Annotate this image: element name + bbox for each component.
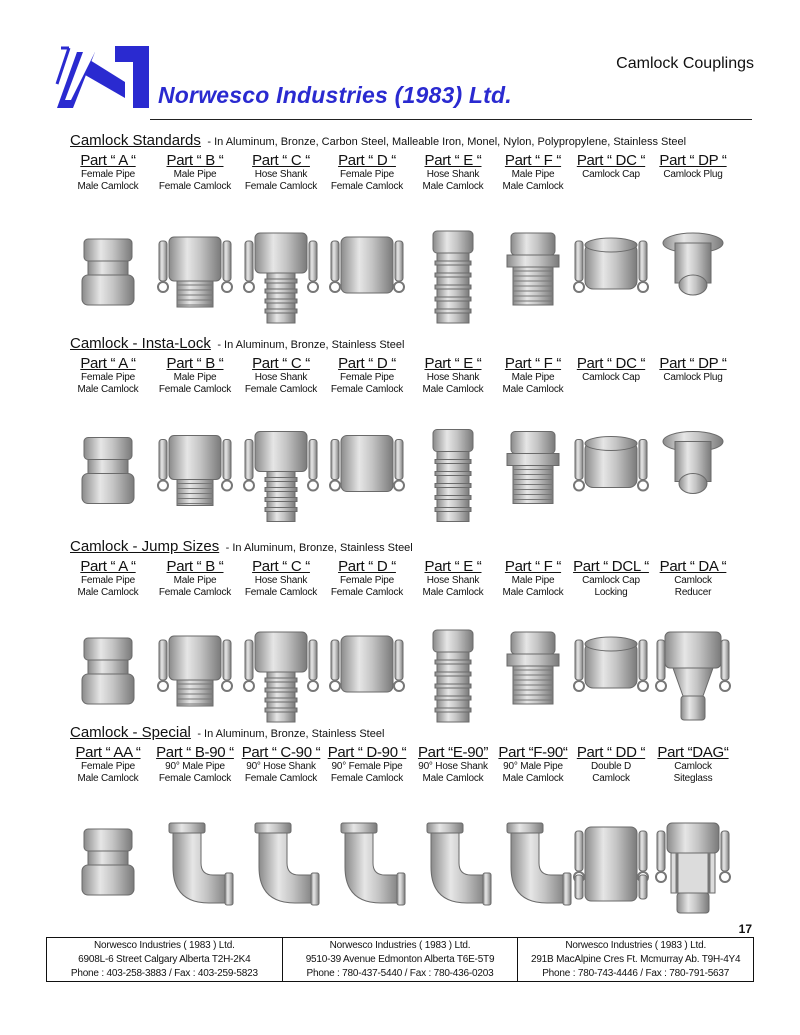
section-title: Camlock Standards [70, 132, 201, 149]
part-entry [651, 355, 735, 384]
part-label: Part “ B “ [166, 152, 224, 169]
part-description: Male Pipe [511, 169, 555, 180]
norwesco-logo-icon [55, 44, 150, 110]
part-entry [651, 152, 735, 181]
part-label: Part “ A “ [80, 558, 136, 575]
part-entry [66, 355, 150, 396]
part-entry [411, 355, 495, 396]
part-description: Locking [594, 587, 628, 598]
part-label: Part “ F “ [504, 355, 562, 372]
part-description: Hose Shank [254, 372, 308, 383]
part-label: Part “ C “ [252, 558, 310, 575]
locking-cap-icon [571, 626, 651, 726]
part-description: Camlock [674, 761, 712, 772]
part-description: Male Camlock [502, 181, 564, 192]
part-description: 90° Female Pipe [331, 761, 403, 772]
type-e-fitting-icon [413, 423, 493, 528]
part-description: 90° Hose Shank [418, 761, 488, 772]
type-d-fitting-icon [327, 423, 407, 528]
part-description: Male Camlock [502, 587, 564, 598]
header-divider [150, 119, 752, 120]
part-label: Part “ C-90 “ [241, 744, 321, 761]
part-entry [491, 355, 575, 396]
part-label: Part “ C “ [252, 355, 310, 372]
part-description: Male Camlock [502, 773, 564, 784]
part-description: Male Pipe [511, 575, 555, 586]
type-f-fitting-icon [493, 626, 573, 726]
part-description: Male Pipe [511, 372, 555, 383]
elbow-fitting-icon [241, 812, 321, 922]
part-entry [66, 558, 150, 599]
part-description: 90° Male Pipe [165, 761, 225, 772]
part-label: Part “DAG“ [657, 744, 729, 761]
part-label: Part “ D-90 “ [327, 744, 407, 761]
elbow-fitting-icon [493, 812, 573, 922]
part-label: Part “ AA “ [75, 744, 141, 761]
part-description: Female Camlock [244, 384, 318, 395]
part-description: Hose Shank [254, 169, 308, 180]
part-label: Part “ DC “ [576, 355, 646, 372]
part-description: Hose Shank [254, 575, 308, 586]
elbow-fitting-icon [155, 812, 235, 922]
part-label: Part “ E “ [424, 558, 482, 575]
part-description: 90° Hose Shank [246, 761, 316, 772]
footer-offices [46, 937, 754, 982]
dust-plug-icon [653, 222, 733, 332]
part-label: Part “ D “ [338, 355, 396, 372]
part-description: Female Camlock [330, 384, 404, 395]
part-entry [411, 152, 495, 193]
part-entry [651, 558, 735, 599]
part-label: Part “ B “ [166, 558, 224, 575]
part-description: 90° Male Pipe [503, 761, 563, 772]
office-address: 9510-39 Avenue Edmonton Alberta T6E-5T9 [305, 954, 495, 965]
part-description: Male Camlock [77, 587, 139, 598]
office-name: Norwesco Industries ( 1983 ) Ltd. [565, 940, 707, 951]
part-entry [569, 744, 653, 785]
part-entry [569, 355, 653, 384]
part-description: Siteglass [673, 773, 713, 784]
part-description: Male Camlock [77, 384, 139, 395]
part-entry [491, 558, 575, 599]
dust-plug-icon [653, 423, 733, 528]
part-label: Part “E-90” [417, 744, 489, 761]
section-materials: - In Aluminum, Bronze, Stainless Steel [217, 339, 405, 351]
part-entry [239, 152, 323, 193]
sightglass-fitting-icon [653, 812, 733, 922]
part-description: Camlock [674, 575, 712, 586]
part-description: Camlock [592, 773, 630, 784]
office-phone: Phone : 403-258-3883 / Fax : 403-259-5823 [70, 968, 258, 979]
elbow-fitting-icon [413, 812, 493, 922]
part-description: Male Camlock [502, 384, 564, 395]
type-e-fitting-icon [413, 626, 493, 726]
part-label: Part “ C “ [252, 152, 310, 169]
part-description: Male Pipe [173, 575, 217, 586]
part-label: Part “ D “ [338, 558, 396, 575]
part-description: Male Camlock [422, 384, 484, 395]
type-aa-fitting-icon [68, 812, 148, 922]
part-entry [239, 355, 323, 396]
office-address: 291B MacAlpine Cres Ft. Mcmurray Ab. T9H-4Y4 [530, 954, 741, 965]
part-entry [153, 744, 237, 785]
part-description: Female Pipe [81, 761, 135, 772]
section-title: Camlock - Insta-Lock [70, 335, 211, 352]
type-e-fitting-icon [413, 222, 493, 332]
section-heading [70, 335, 404, 353]
part-label: Part “ DC “ [576, 152, 646, 169]
part-description: Female Pipe [81, 575, 135, 586]
part-entry [153, 152, 237, 193]
type-c-fitting-icon [241, 423, 321, 528]
part-description: Camlock Cap [582, 372, 640, 383]
part-label: Part “F-90“ [498, 744, 568, 761]
part-description: Female Camlock [158, 773, 232, 784]
part-description: Male Camlock [422, 773, 484, 784]
section-materials: - In Aluminum, Bronze, Stainless Steel [225, 542, 413, 554]
part-description: Female Pipe [340, 169, 394, 180]
type-d-fitting-icon [327, 626, 407, 726]
part-description: Female Pipe [340, 575, 394, 586]
part-entry [491, 744, 575, 785]
part-description: Camlock Cap [582, 575, 640, 586]
part-entry [569, 152, 653, 181]
part-description: Female Camlock [158, 181, 232, 192]
part-label: Part “ DA “ [659, 558, 727, 575]
part-description: Male Camlock [77, 773, 139, 784]
reducer-fitting-icon [653, 626, 733, 726]
section-materials: - In Aluminum, Bronze, Stainless Steel [197, 728, 385, 740]
part-label: Part “ DCL “ [573, 558, 649, 575]
type-a-fitting-icon [68, 626, 148, 726]
part-entry [325, 355, 409, 396]
part-description: Camlock Plug [663, 372, 723, 383]
part-entry [651, 744, 735, 785]
part-entry [325, 558, 409, 599]
part-entry [411, 558, 495, 599]
type-f-fitting-icon [493, 423, 573, 528]
part-description: Hose Shank [426, 372, 480, 383]
type-a-fitting-icon [68, 222, 148, 332]
page-header [0, 0, 800, 125]
office-edmonton [283, 938, 519, 981]
part-label: Part “ E “ [424, 355, 482, 372]
dust-cap-icon [571, 222, 651, 332]
part-label: Part “ B “ [166, 355, 224, 372]
part-description: Hose Shank [426, 575, 480, 586]
office-phone: Phone : 780-743-4446 / Fax : 780-791-5637 [542, 968, 730, 979]
document-title: Camlock Couplings [616, 55, 754, 72]
part-label: Part “ DD “ [576, 744, 646, 761]
part-label: Part “ E “ [424, 152, 482, 169]
type-d-fitting-icon [327, 222, 407, 332]
part-description: Female Camlock [330, 587, 404, 598]
section-heading [70, 724, 384, 742]
part-entry [66, 744, 150, 785]
part-description: Camlock Cap [582, 169, 640, 180]
part-description: Male Camlock [422, 587, 484, 598]
part-description: Female Camlock [330, 181, 404, 192]
page-number: 17 [738, 922, 752, 936]
office-phone: Phone : 780-437-5440 / Fax : 780-436-0203 [306, 968, 494, 979]
part-description: Camlock Plug [663, 169, 723, 180]
part-description: Female Pipe [81, 169, 135, 180]
part-description: Female Camlock [244, 587, 318, 598]
office-fort-mcmurray [518, 938, 753, 981]
type-c-fitting-icon [241, 626, 321, 726]
section-title: Camlock - Special [70, 724, 191, 741]
type-a-fitting-icon [68, 423, 148, 528]
part-entry [239, 558, 323, 599]
part-description: Female Camlock [158, 384, 232, 395]
part-label: Part “ A “ [80, 152, 136, 169]
type-f-fitting-icon [493, 222, 573, 332]
part-entry [153, 558, 237, 599]
part-description: Female Camlock [330, 773, 404, 784]
part-label: Part “ DP “ [659, 355, 727, 372]
dust-cap-icon [571, 423, 651, 528]
section-heading [70, 132, 686, 150]
type-b-fitting-icon [155, 626, 235, 726]
part-entry [239, 744, 323, 785]
part-label: Part “ F “ [504, 558, 562, 575]
type-c-fitting-icon [241, 222, 321, 332]
section-materials: - In Aluminum, Bronze, Carbon Steel, Malleable Iron, Monel, Nylon, Polypropylene, Stainless Steel [207, 136, 687, 148]
part-label: Part “ DP “ [659, 152, 727, 169]
part-description: Hose Shank [426, 169, 480, 180]
part-description: Female Camlock [158, 587, 232, 598]
part-entry [325, 152, 409, 193]
office-calgary [47, 938, 283, 981]
part-entry [491, 152, 575, 193]
section-title: Camlock - Jump Sizes [70, 538, 220, 555]
part-entry [153, 355, 237, 396]
part-label: Part “ A “ [80, 355, 136, 372]
part-description: Female Pipe [340, 372, 394, 383]
office-address: 6908L-6 Street Calgary Alberta T2H-2K4 [78, 954, 251, 965]
part-description: Male Pipe [173, 169, 217, 180]
part-description: Male Pipe [173, 372, 217, 383]
part-description: Female Pipe [81, 372, 135, 383]
part-entry [66, 152, 150, 193]
office-name: Norwesco Industries ( 1983 ) Ltd. [329, 940, 471, 951]
part-entry [569, 558, 653, 599]
part-description: Reducer [674, 587, 712, 598]
double-d-fitting-icon [571, 812, 651, 922]
part-description: Double D [590, 761, 632, 772]
type-b-fitting-icon [155, 222, 235, 332]
section-heading [70, 538, 413, 556]
office-name: Norwesco Industries ( 1983 ) Ltd. [93, 940, 235, 951]
part-entry [411, 744, 495, 785]
part-entry [325, 744, 409, 785]
part-label: Part “ B-90 “ [156, 744, 234, 761]
company-name: Norwesco Industries (1983) Ltd. [158, 82, 512, 108]
part-label: Part “ F “ [504, 152, 562, 169]
part-label: Part “ D “ [338, 152, 396, 169]
part-description: Male Camlock [77, 181, 139, 192]
type-b-fitting-icon [155, 423, 235, 528]
part-description: Female Camlock [244, 181, 318, 192]
elbow-fitting-icon [327, 812, 407, 922]
part-description: Male Camlock [422, 181, 484, 192]
part-description: Female Camlock [244, 773, 318, 784]
